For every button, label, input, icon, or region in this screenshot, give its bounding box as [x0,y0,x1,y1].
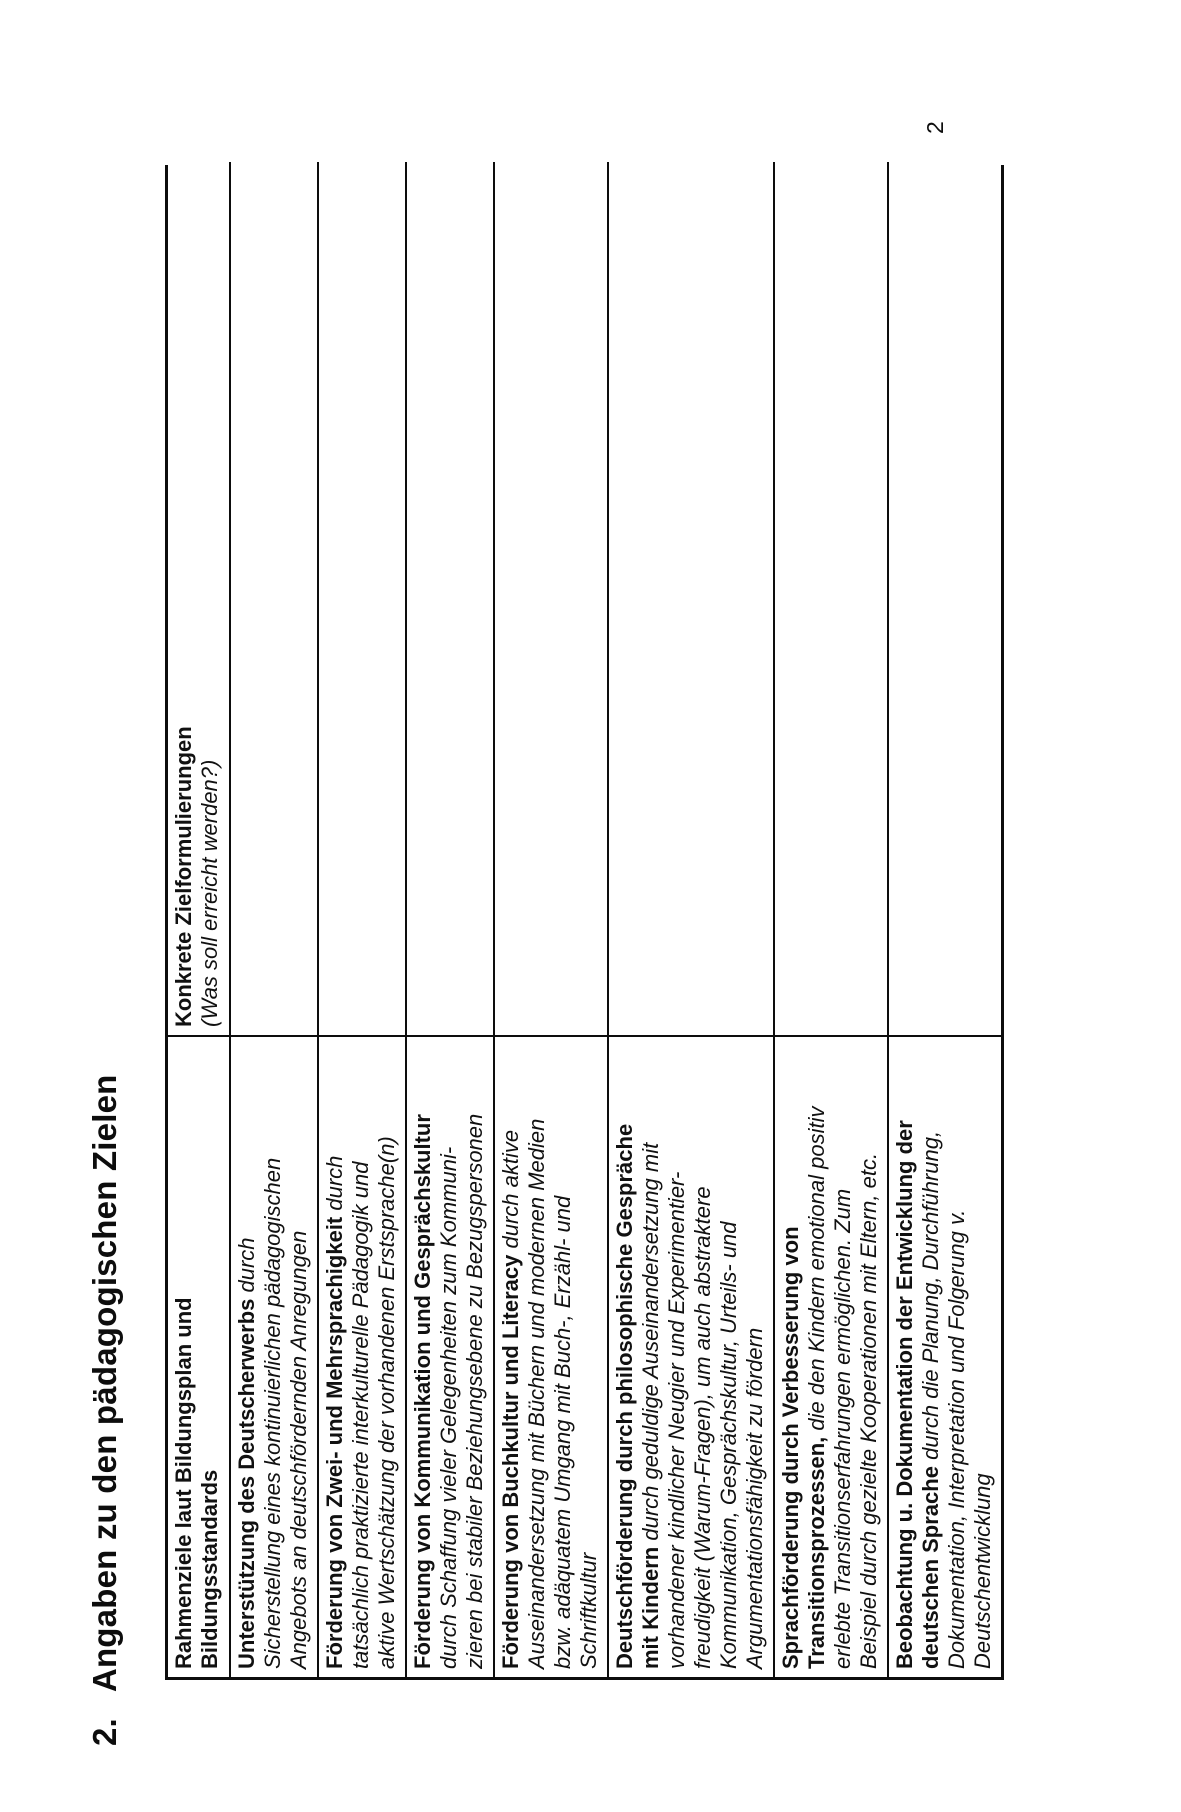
bold-run: deutschen Sprache [918,1459,943,1669]
text-line [498,1045,524,1669]
row-value-cell-4 [607,162,773,1037]
text-line [944,1045,970,1669]
text-line [892,1045,918,1669]
page-title-number: 2. [86,1718,123,1746]
text-line [348,1045,374,1669]
text-line [742,1045,768,1669]
bold-run: Förderung von Kommunikation und Gesprächskultur [410,1114,435,1669]
italic-run: aktive Wertschätzung der vorhandenen Erstsprache(n) [374,1136,399,1669]
text-line [260,1045,286,1669]
bold-run: Förderung von Zwei- und Mehrsprachigkeit [322,1210,347,1669]
row-value-cell-6 [887,162,1001,1037]
text-line [286,1045,312,1669]
italic-run: vorhandener kindlicher Neugier und Experimentier- [664,1171,689,1669]
bold-run: mit Kindern [638,1540,663,1669]
italic-run: zieren bei stabiler Beziehungsebene zu Bezugspersonen [462,1113,487,1669]
italic-run: durch aktive [498,1129,523,1249]
row-label-cell-1 [317,1037,405,1677]
italic-run: durch geduldige Auseinandersetzung mit [638,1142,663,1541]
bold-run: Förderung von Buchkultur und Literacy [498,1248,523,1669]
text-line [374,1045,400,1669]
italic-run: freudigkeit (Warum-Fragen), um auch abstraktere [690,1186,715,1669]
row-label-cell-5 [773,1037,887,1677]
text-line [612,1045,638,1669]
row-value-cell-2 [405,162,493,1037]
bold-run: Deutschförderung durch philosophische Gespräche [612,1123,637,1669]
italic-run: Schriftkultur [576,1552,601,1669]
text-line [918,1045,944,1669]
text-line [171,1045,197,1669]
row-value-cell-1 [317,162,405,1037]
row-label-cell-3 [493,1037,607,1677]
bold-run: Beobachtung u. Dokumentation der Entwicklung der [892,1120,917,1669]
text-line [856,1045,882,1669]
text-line [524,1045,550,1669]
goals-table [165,165,1004,1680]
text-line [197,1045,223,1669]
text-line [410,1045,436,1669]
row-label-cell-2 [405,1037,493,1677]
bold-run: Unterstützung des Deutscherwerbs [234,1292,259,1669]
italic-run: Beispiel durch gezielte Kooperationen mit Eltern, etc. [856,1152,881,1669]
italic-run: Auseinandersetzung mit Büchern und modernen Medien [524,1118,549,1669]
italic-run: tatsächlich praktizierte interkulturelle Pädagogik und [348,1161,373,1669]
bold-run: Konkrete Zielformulierungen [171,726,196,1027]
text-line [664,1045,690,1669]
italic-run: durch [234,1237,259,1293]
italic-run: erlebte Transitionserfahrungen ermöglichen. Zum [830,1188,855,1669]
italic-run: Sicherstellung eines kontinuierlichen pädagogischen [260,1157,285,1669]
text-line [716,1045,742,1669]
page-title [86,1075,124,1747]
italic-run: Deutschentwicklung [970,1473,995,1669]
italic-run: (Was soll erreicht werden?) [197,759,222,1027]
italic-run: durch die Planung, Durchführung, [918,1130,943,1460]
text-line [550,1045,576,1669]
bold-run: Transitionsprozessen, [804,1430,829,1669]
text-line [970,1045,996,1669]
text-line [830,1045,856,1669]
header-cell-zielformulierungen [168,162,229,1037]
row-value-cell-0 [229,162,317,1037]
italic-run: durch Schaffung vieler Gelegenheiten zum Kommuni- [436,1146,461,1669]
text-line [778,1045,804,1669]
text-line [690,1045,716,1669]
italic-run: Kommunikation, Gesprächskultur, Urteils- und [716,1221,741,1669]
row-value-cell-5 [773,162,887,1037]
bold-run: Bildungsstandards [197,1469,222,1669]
header-cell-rahmenziele [168,1037,229,1677]
italic-run: Dokumentation, Interpretation und Folgerung v. [944,1209,969,1669]
italic-run: bzw. adäquatem Umgang mit Buch-, Erzähl- und [550,1195,575,1669]
text-line [804,1045,830,1669]
text-line [234,1045,260,1669]
row-label-cell-4 [607,1037,773,1677]
text-line [197,170,223,1027]
italic-run: Angebots an deutschfördernden Anregungen [286,1230,311,1669]
page-number: 2 [922,121,948,134]
row-label-cell-0 [229,1037,317,1677]
row-label-cell-6 [887,1037,1001,1677]
text-line [171,170,197,1027]
text-line [462,1045,488,1669]
text-line [436,1045,462,1669]
page-title-text: Angaben zu den pädagogischen Zielen [86,1074,123,1693]
text-line [576,1045,602,1669]
italic-run: die den Kindern emotional positiv [804,1106,829,1431]
italic-run: durch [322,1155,347,1211]
italic-run: Argumentationsfähigkeit zu fördern [742,1327,767,1669]
bold-run: Sprachförderung durch Verbesserung von [778,1226,803,1669]
text-line [322,1045,348,1669]
text-line [638,1045,664,1669]
row-value-cell-3 [493,162,607,1037]
bold-run: Rahmenziele laut Bildungsplan und [171,1297,196,1669]
